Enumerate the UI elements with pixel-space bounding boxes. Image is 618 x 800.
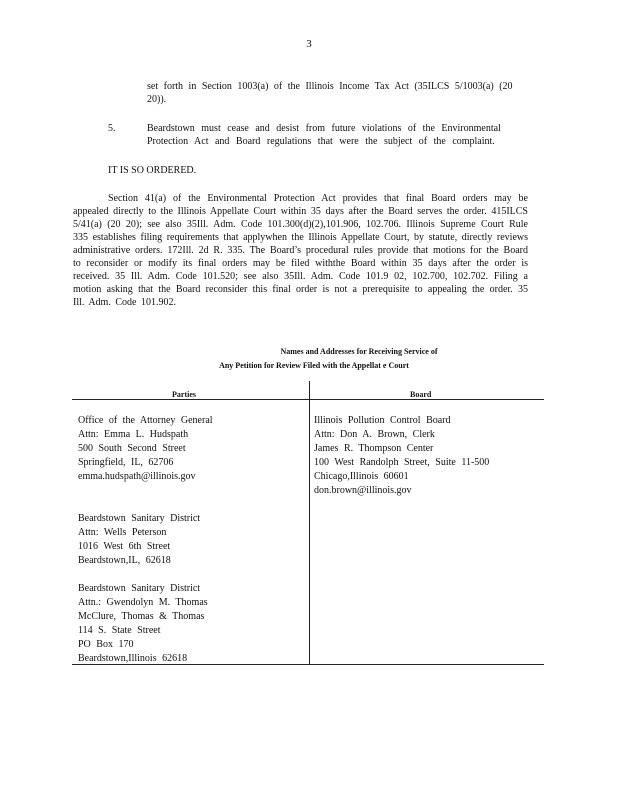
table-column-divider bbox=[309, 381, 310, 664]
order-item-text: Beardstown must cease and desist from future violations of the Environmental Protection Act and Board regulations that were the subject of the complaint. bbox=[147, 123, 501, 147]
address-line: Attn.: Gwendolyn M. Thomas bbox=[78, 597, 208, 608]
address-line: PO Box 170 bbox=[78, 639, 134, 650]
address-line: Attn: Don A. Brown, Clerk bbox=[314, 429, 435, 440]
caption-line-1: Names and Addresses for Receiving Service of bbox=[280, 347, 438, 356]
address-line: Attn: Wells Peterson bbox=[78, 527, 167, 538]
board-address bbox=[314, 414, 489, 498]
party-address-sanitary-district bbox=[78, 512, 200, 568]
address-line: 1016 West 6th Street bbox=[78, 541, 171, 552]
address-line: Attn: Emma L. Hudspath bbox=[78, 429, 189, 440]
address-email: don.brown@illinois.gov bbox=[314, 485, 412, 496]
address-line: Beardstown Sanitary District bbox=[78, 513, 201, 524]
address-line: McClure, Thomas & Thomas bbox=[78, 611, 205, 622]
continuation-paragraph: set forth in Section 1003(a) of the Illinois Income Tax Act (35ILCS 5/1003(a) (20 20)). bbox=[147, 81, 513, 105]
address-line: Illinois Pollution Control Board bbox=[314, 415, 451, 426]
parties-column-header: Parties bbox=[172, 390, 196, 399]
party-address-sanitary-district-counsel bbox=[78, 582, 208, 666]
address-line: 500 South Second Street bbox=[78, 443, 186, 454]
address-line: Beardstown,IL, 62618 bbox=[78, 555, 171, 566]
address-line: Beardstown Sanitary District bbox=[78, 583, 201, 594]
appeal-notice-text: Section 41(a) of the Environmental Protection Act provides that final Board orders may be appealed directly to the Illinois Appellate Court within 35 days after the Board serves the order. 415ILCS 5/41(a) (20 20); see also 35Ill. Adm. Code 101.300(d)(2),101.906, 102.706. Illinois Supreme Court Rule 335 establishes filing requirements that applywhen the Illinois Appellate Court, by statute, directly reviews administrative orders. 172Ill. 2d R. 335. The Board’s procedural rules provide that motions for the Board to reconsider or modify its final orders may be filed withthe Board within 35 days after the order is received. 35 Ill. Adm. Code 101.520; see also 35Ill. Adm. Code 101.9 02, 102.700, 102.702. Filing a motion asking that the Board reconsider this final order is not a prerequisite to appealing the order. 35 Ill. Adm. Code 101.902. bbox=[73, 193, 528, 308]
address-line: Chicago,Illinois 60601 bbox=[314, 471, 409, 482]
board-column-header: Board bbox=[410, 390, 432, 399]
address-line: James R. Thompson Center bbox=[314, 443, 434, 454]
address-line: Office of the Attorney General bbox=[78, 415, 213, 426]
appeal-notice bbox=[73, 192, 528, 309]
address-line: Springfield, IL, 62706 bbox=[78, 457, 174, 468]
page-number: 3 bbox=[306, 38, 312, 50]
so-ordered-statement: IT IS SO ORDERED. bbox=[108, 165, 197, 176]
party-address-attorney-general bbox=[78, 414, 213, 484]
service-table-caption bbox=[0, 345, 618, 373]
caption-line-2: Any Petition for Review Filed with the Appellat e Court bbox=[219, 361, 409, 370]
address-line: 100 West Randolph Street, Suite 11-500 bbox=[314, 457, 490, 468]
order-item-number: 5. bbox=[108, 123, 116, 134]
address-line: 114 S. State Street bbox=[78, 625, 161, 636]
address-email: emma.hudspath@illinois.gov bbox=[78, 471, 196, 482]
table-header-rule bbox=[72, 399, 544, 400]
address-line: Beardstown,Illinois 62618 bbox=[78, 653, 188, 664]
